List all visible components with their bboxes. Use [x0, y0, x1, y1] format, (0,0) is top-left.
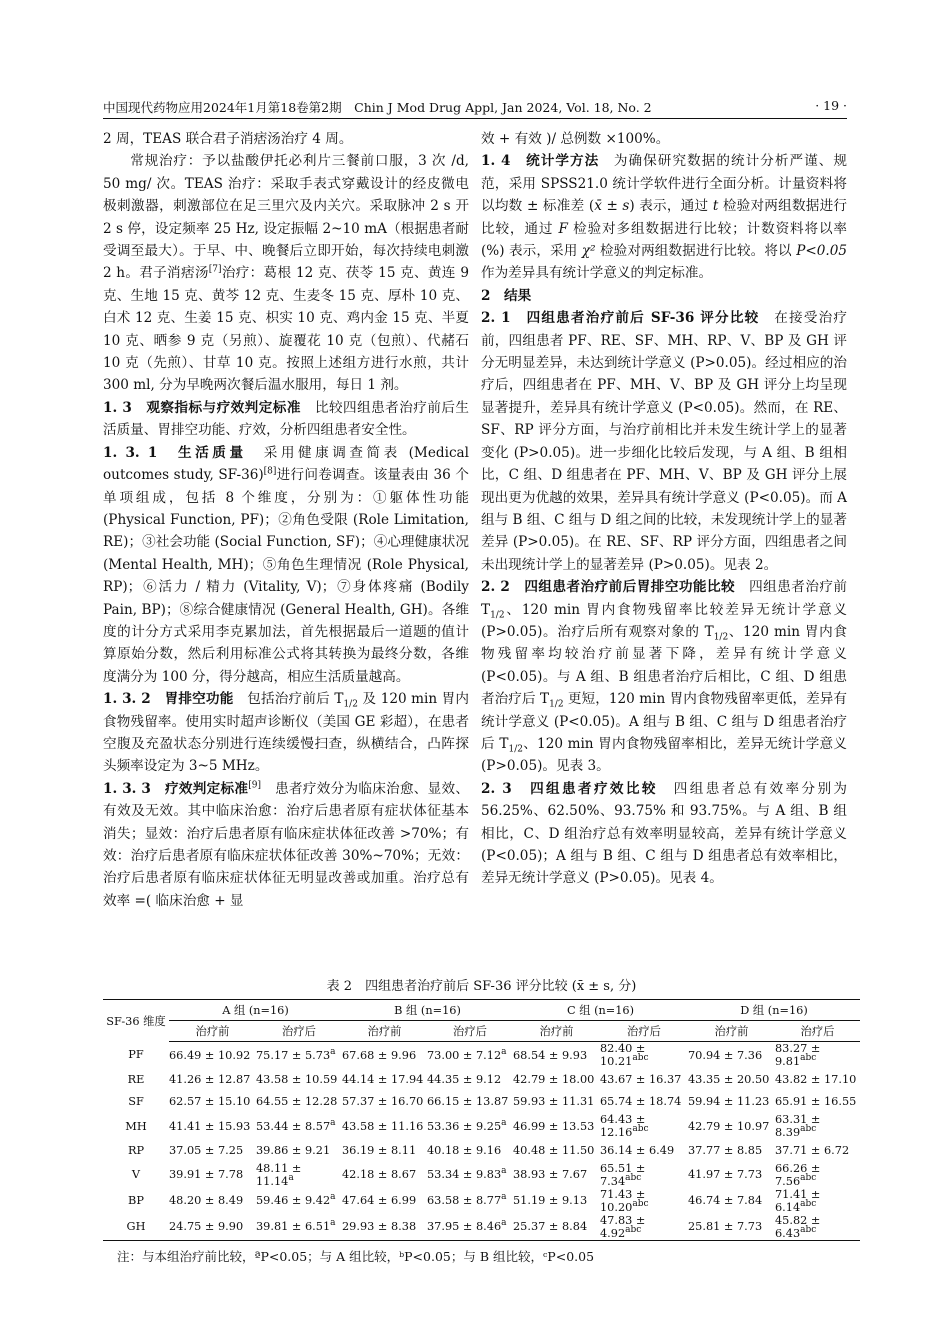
table-cell: 25.81 ± 7.73 [688, 1214, 775, 1241]
table-cell: 41.97 ± 7.73 [688, 1168, 763, 1181]
section-1-3-2: 1. 3. 2 胃排空功能 包括治疗前后 $T_{1/2}$ 及 120 min 胃内食物残留率。使用实时超声诊断仪（美国 GE 彩超），在患者空腹及充盈状态分别进行连续缓慢扫查，纵横结合，凸阵探头频率设定为 3~5 MHz。 [103, 691, 470, 775]
table-row [103, 1042, 860, 1069]
header-rule [103, 118, 847, 119]
table-cell: 82.40 ± 10.21$^{abc}$ [600, 1042, 649, 1068]
table-cell: 59.94 ± 11.23 [688, 1095, 770, 1109]
table-cell: 44.14 ± 17.94 [342, 1072, 424, 1086]
table-cell: 36.14 ± 6.49 [600, 1143, 675, 1157]
journal-citation: 中国现代药物应用2024年1月第18卷第2期 Chin J Mod Drug Appl, Jan 2024, Vol. 18, No. 2 [103, 100, 652, 115]
paragraph: 2 周，TEAS 联合君子消痞汤治疗 4 周。 [103, 131, 353, 147]
left-column [103, 128, 469, 912]
table-cell: 66.49 ± 10.92 [169, 1048, 251, 1062]
table-cell: 39.81 ± 6.51$^a$ [256, 1214, 342, 1241]
table-cell: 39.86 ± 9.21 [256, 1143, 331, 1157]
table-cell: 71.41 ± 6.14$^{abc}$ [775, 1187, 821, 1214]
table-row [103, 1113, 860, 1139]
table-cell: RE [127, 1072, 145, 1086]
table-cell: 46.74 ± 7.84 [688, 1194, 763, 1207]
after-header: 治疗后 [600, 1021, 688, 1042]
table-cell: 42.18 ± 8.67 [342, 1168, 417, 1181]
table-cell: 53.36 ± 9.25$^a$ [427, 1117, 507, 1133]
before-header: 治疗前 [342, 1021, 427, 1042]
table-cell: 46.99 ± 13.53 [513, 1119, 595, 1133]
table-cell: GH [103, 1214, 169, 1241]
table-cell: 65.91 ± 16.55 [775, 1095, 857, 1109]
table-cell: 24.75 ± 9.90 [169, 1214, 256, 1241]
before-header: 治疗前 [513, 1021, 600, 1042]
table-cell: 53.34 ± 9.83$^a$ [427, 1166, 507, 1181]
table-cell: 65.74 ± 18.74 [600, 1095, 682, 1109]
table-cell: 37.95 ± 8.46$^a$ [427, 1214, 513, 1241]
page-number: · 19 · [815, 98, 847, 113]
table-cell: 44.35 ± 9.12 [427, 1072, 502, 1086]
table-cell: SF [128, 1095, 144, 1109]
right-column [481, 128, 847, 890]
section-2-1: 2. 1 四组患者治疗前后 SF-36 评分比较 在接受治疗前，四组患者 PF、RE、SF、MH、RP、V、BP 及 GH 评分无明显差异，未达到统计学意义 (P>0.05)。经过相应的治疗后，四组患者在 PF、MH、V、BP 及 GH 评分上均呈现显著提升，差异具有统计学意义 (P<0.05)。然而，在 RE、SF、RP 评分方面，与治疗前相比并未发生统计学上的显著变化 (P>0.05)。进一步细化比较后发现，与 A 组、B 组相比，C 组、D 组患者在 PF、MH、V、BP 及 GH 评分上展现出更为优越的效果，差异具有统计学意义 (P<0.05)。而 A 组与 B 组、C 组与 D 组之间的比较，未发现统计学上的显著差异 (P>0.05)。在 RE、SF、RP 评分方面，四组患者之间未出现统计学上的显著差异 (P>0.05)。见表 2。 [481, 310, 848, 573]
table-cell: 75.17 ± 5.73$^a$ [256, 1046, 336, 1062]
table-cell: 57.37 ± 16.70 [342, 1095, 424, 1109]
section-2-heading: 2 结果 [481, 287, 532, 304]
table-cell: RP [127, 1143, 145, 1157]
table-cell: 40.48 ± 11.50 [513, 1143, 595, 1157]
section-heading: 2. 2 四组患者治疗前后胃排空功能比较 [481, 579, 736, 596]
table-cell: 37.77 ± 8.85 [688, 1143, 763, 1157]
table-row [103, 1091, 860, 1114]
before-header: 治疗前 [688, 1021, 775, 1042]
table-cell: V [131, 1168, 141, 1181]
table-cell: 40.18 ± 9.16 [427, 1143, 502, 1157]
after-header: 治疗后 [427, 1021, 513, 1042]
table-row [103, 1188, 860, 1214]
table-cell: 37.05 ± 7.25 [169, 1143, 244, 1157]
table-row [103, 1162, 860, 1188]
table-row [103, 1068, 860, 1091]
section-heading: 1. 4 统计学方法 [481, 153, 600, 170]
table-cell: BP [128, 1194, 144, 1207]
table-body [103, 1042, 860, 1241]
table-cell: 36.19 ± 8.11 [342, 1143, 417, 1157]
table-cell: 43.82 ± 17.10 [775, 1072, 857, 1086]
table-cell: MH [125, 1119, 147, 1133]
sf36-table [103, 999, 860, 1241]
section-heading: 1. 3. 2 胃排空功能 [103, 691, 234, 708]
table-cell: 47.64 ± 6.99 [342, 1194, 417, 1207]
table-cell: 39.91 ± 7.78 [169, 1168, 244, 1181]
group-d-header: D 组 (n=16) [688, 1000, 860, 1021]
section-heading: 2. 1 四组患者治疗前后 SF-36 评分比较 [481, 310, 760, 327]
section-heading: 2. 3 四组患者疗效比较 [481, 780, 658, 797]
table-cell: 62.57 ± 15.10 [169, 1095, 251, 1109]
section-1-3: 1. 3 观察指标与疗效判定标准 比较四组患者治疗前后生活质量、胃排空功能、疗效，分析四组患者安全性。 [103, 399, 470, 439]
table-2 [103, 975, 860, 1265]
table-cell: 65.51 ± 7.34$^{abc}$ [600, 1161, 646, 1188]
table-caption: 表 2 四组患者治疗前后 SF-36 评分比较 (x̄ ± s, 分) [326, 979, 637, 994]
table-cell: 68.54 ± 9.93 [513, 1048, 588, 1062]
table-cell: 42.79 ± 18.00 [513, 1072, 595, 1086]
group-b-header: B 组 (n=16) [342, 1000, 513, 1021]
table-cell: 70.94 ± 7.36 [688, 1048, 763, 1062]
table-cell: 71.43 ± 10.20$^{abc}$ [600, 1187, 649, 1214]
running-header [103, 98, 847, 116]
group-a-header: A 组 (n=16) [169, 1000, 342, 1021]
table-cell: 43.58 ± 11.16 [342, 1119, 424, 1133]
after-header: 治疗后 [256, 1021, 342, 1042]
table-cell: 25.37 ± 8.84 [513, 1214, 600, 1241]
table-cell: 63.58 ± 8.77$^a$ [427, 1192, 507, 1207]
before-header: 治疗前 [169, 1021, 256, 1042]
table-cell: 53.44 ± 8.57$^a$ [256, 1117, 336, 1133]
table-cell: 63.31 ± 8.39$^{abc}$ [775, 1113, 821, 1139]
table-cell: 45.82 ± 6.43$^{abc}$ [775, 1214, 860, 1241]
table-cell: 41.41 ± 15.93 [169, 1119, 251, 1133]
table-cell: 43.58 ± 10.59 [256, 1072, 338, 1086]
table-row [103, 1139, 860, 1162]
section-1-3-3: 1. 3. 3 疗效判定标准[9] 患者疗效分为临床治愈、显效、有效及无效。其中临床治愈：治疗后患者原有症状体征基本消失；显效：治疗后患者原有临床症状体征改善 >70%；有效：治疗后患者原有临床症状体征改善 30%~70%；无效：治疗后患者原有临床症状体征无明显改善或加重。治疗总有效率 =( 临床治愈 + 显 [103, 780, 470, 909]
section-2-2: 2. 2 四组患者治疗前后胃排空功能比较 四组患者治疗前 $T_{1/2}$、120 min 胃内食物残留率比较差异无统计学意义 (P>0.05)。治疗后所有观察对象的 $T_{1/2}$、120 min 胃内食物残留率均较治疗前显著下降，差异有统计学意义 (P<0.05)。与 A 组、B 组患者治疗后相比，C 组、D 组患者治疗后 $T_{1/2}$ 更短，120 min 胃内食物残留率更低，差异有统计学意义 (P<0.05)。A 组与 B 组、C 组与 D 组患者治疗后 $T_{1/2}$、120 min 胃内食物残留率相比，差异无统计学意义 (P>0.05)。见表 3。 [481, 579, 848, 775]
group-c-header: C 组 (n=16) [513, 1000, 688, 1021]
table-cell: 51.19 ± 9.13 [513, 1194, 588, 1207]
table-cell: 29.93 ± 8.38 [342, 1214, 427, 1241]
table-cell: 43.67 ± 16.37 [600, 1072, 682, 1086]
table-cell: 66.15 ± 13.87 [427, 1095, 509, 1109]
dimension-header: SF-36 维度 [103, 1000, 169, 1042]
table-cell: 66.26 ± 7.56$^{abc}$ [775, 1161, 821, 1188]
table-cell: 64.55 ± 12.28 [256, 1095, 338, 1109]
paragraph-routine-treatment: 常规治疗：予以盐酸伊托必利片三餐前口服，3 次 /d, 50 mg/ 次。TEAS 治疗：采取手表式穿戴设计的经皮微电极刺激器，刺激部位在足三里穴及内关穴。采取脉冲 2 s 开 2 s 停，设定频率 25 Hz, 设定振幅 2~10 mA（根据患者耐受调至最大）。于早、中、晚餐后立即开始，每次持续电刺激 2 h。君子消痞汤[7]治疗：葛根 12 克、茯苓 15 克、黄连 9 克、生地 15 克、黄芩 12 克、生麦冬 15 克、厚朴 10 克、白术 12 克、生姜 15 克、枳实 10 克、鸡内金 15 克、半夏 10 克、晒参 9 克（另煎）、旋覆花 10 克（包煎）、代赭石 10 克（先煎）、甘草 10 克。按照上述组方进行水煎，共计 300 ml, 分为早晚两次餐后温水服用，每日 1 剂。 [103, 153, 469, 394]
section-heading: 1. 3. 3 疗效判定标准 [103, 780, 249, 797]
table-cell: 42.79 ± 10.97 [688, 1119, 770, 1133]
section-1-4: 1. 4 统计学方法 为确保研究数据的统计分析严谨、规范，采用 SPSS21.0 统计学软件进行全面分析。计量资料将以均数 ± 标准差 (x̄ ± s) 表示，通过 t 检验对两组数据进行比较，通过 F 检验对多组数据进行比较；计数资料将以率 (%) 表示，采用 χ² 检验对两组数据进行比较。将以 P<0.05 作为差异具有统计学意义的判定标准。 [481, 153, 848, 282]
paragraph: 效 + 有效 )/ 总例数 ×100%。 [481, 131, 670, 147]
table-cell: 37.71 ± 6.72 [775, 1143, 850, 1157]
table-cell: 38.93 ± 7.67 [513, 1168, 588, 1181]
section-1-3-1: 1. 3. 1 生活质量 采用健康调查简表 (Medical outcomes study, SF-36)[8]进行问卷调查。该量表由 36 个单项组成，包括 8 个维度，分别为：①躯体性功能 (Physical Function, PF)；②角色受限 (Role Limitation, RE)；③社会功能 (Social Function, SF)；④心理健康状况 (Mental Health, MH)；⑤角色生理情况 (Role Physical, RP)；⑥活力 / 精力 (Vitality, V)；⑦身体疼痛 (Bodily Pain, BP)；⑧综合健康情况 (General Health, GH)。各维度的计分方式采用李克累加法，首先根据最后一道题的值计算原始分数，然后利用标准公式将其转换为最终分数，各维度满分为 100 分，得分越高，相应生活质量越高。 [103, 444, 470, 685]
table-cell: 43.35 ± 20.50 [688, 1072, 770, 1086]
section-2-3: 2. 3 四组患者疗效比较 四组患者总有效率分别为 56.25%、62.50%、93.75% 和 93.75%。与 A 组、B 组相比，C、D 组治疗总有效率明显较高，差异有统计学意义 (P<0.05)；A 组与 B 组、C 组与 D 组患者总有效率相比，差异无统计学意义 (P>0.05)。见表 4。 [481, 780, 847, 887]
table-cell: 83.27 ± 9.81$^{abc}$ [775, 1042, 821, 1068]
table-cell: 48.11 ± 11.14$^a$ [256, 1161, 302, 1188]
section-heading: 1. 3. 1 生活质量 [103, 444, 247, 461]
table-cell: PF [128, 1048, 144, 1062]
table-note: 注：与本组治疗前比较，ªP<0.05；与 A 组比较，ᵇP<0.05；与 B 组比较，ᶜP<0.05 [117, 1248, 595, 1264]
section-heading: 1. 3 观察指标与疗效判定标准 [103, 399, 301, 416]
table-cell: 73.00 ± 7.12$^a$ [427, 1046, 507, 1062]
table-cell: 64.43 ± 12.16$^{abc}$ [600, 1113, 649, 1139]
table-cell: 67.68 ± 9.96 [342, 1048, 417, 1062]
table-cell: 59.46 ± 9.42$^a$ [256, 1192, 336, 1207]
table-cell: 48.20 ± 8.49 [169, 1194, 244, 1207]
table-cell: 41.26 ± 12.87 [169, 1072, 251, 1086]
table-row [103, 1214, 860, 1241]
table-cell: 59.93 ± 11.31 [513, 1095, 595, 1109]
after-header: 治疗后 [775, 1021, 860, 1042]
table-cell: 47.83 ± 4.92$^{abc}$ [600, 1214, 688, 1241]
